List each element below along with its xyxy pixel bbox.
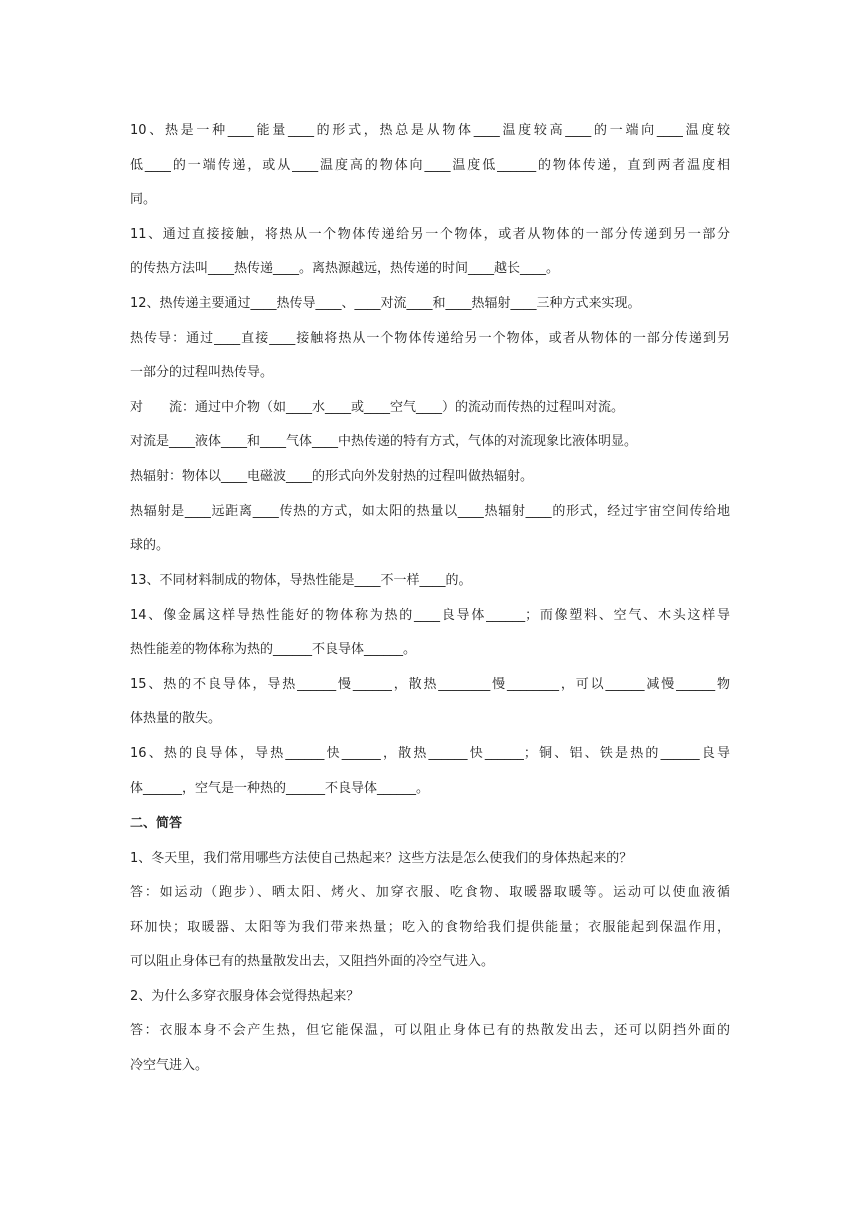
text-line: 12、热传递主要通过____热传导____、____对流____和____热辐射____三种方式来实现。 [130, 296, 641, 311]
text-line: 答：如运动（跑步）、晒太阳、烤火、加穿衣服、吃食物、取暖器取暖等。运动可以使血液循 [130, 885, 730, 900]
text-line: 环加快；取暖器、太阳等为我们带来热量；吃入的食物给我们提供能量；衣服能起到保温作用， [130, 920, 730, 935]
text-line: 低____的一端传递，或从____温度高的物体向____温度低______的物体传递，直到两者温度相 [130, 158, 730, 173]
text-line: 答：衣服本身不会产生热，但它能保温，可以阻止身体已有的热散发出去，还可以阴挡外面的 [130, 1023, 730, 1038]
text-line: 14、像金属这样导热性能好的物体称为热的____良导体______；而像塑料、空气、木头这样导 [130, 608, 730, 623]
section-heading: 二、简答 [130, 816, 183, 831]
text-line: 对 流：通过中介物（如____水____或____空气____）的流动而传热的过程叫对流。 [130, 400, 625, 415]
text-line: 热传导：通过____直接____接触将热从一个物体传递给另一个物体，或者从物体的一部分传递到另 [130, 331, 730, 346]
text-line: 一部分的过程叫热传导。 [130, 365, 274, 380]
text-line: 2、为什么多穿衣服身体会觉得热起来？ [130, 989, 360, 1004]
text-line: 可以阻止身体已有的热量散发出去，又阻挡外面的冷空气进入。 [130, 954, 495, 969]
text-line: 热辐射是____远距离____传热的方式，如太阳的热量以____热辐射____的形式，经过宇宙空间传给地 [130, 504, 730, 519]
text-line: 10、热是一种____能量____的形式，热总是从物体____温度较高____的一端向____温度较 [130, 123, 730, 138]
text-line: 热辐射：物体以____电磁波____的形式向外发射热的过程叫做热辐射。 [130, 469, 534, 484]
text-line: 1、冬天里，我们常用哪些方法使自己热起来？这些方法是怎么使我们的身体热起来的？ [130, 851, 633, 866]
text-line: 热性能差的物体称为热的______不良导体______。 [130, 642, 417, 657]
text-line: 体热量的散失。 [130, 711, 222, 726]
text-line: 体______，空气是一种热的______不良导体______。 [130, 781, 430, 796]
text-line: 球的。 [130, 538, 170, 553]
text-line: 同。 [130, 192, 157, 207]
text-line: 13、不同材料制成的物体，导热性能是____不一样____的。 [130, 573, 472, 588]
text-line: 16、热的良导体，导热______快______，散热______快______；铜、铝、铁是热的______良导 [130, 746, 730, 761]
text-line: 对流是____液体____和____气体____中热传递的特有方式，气体的对流现象比液体明显。 [130, 434, 638, 449]
text-line: 冷空气进入。 [130, 1058, 209, 1073]
text-line: 15、热的不良导体，导热______慢______，散热________慢________，可以______减慢______物 [130, 677, 730, 692]
text-line: 11、通过直接接触，将热从一个物体传递给另一个物体，或者从物体的一部分传递到另一部分 [130, 227, 730, 242]
text-line: 的传热方法叫____热传递____。离热源越远，热传递的时间____越长____。 [130, 261, 560, 276]
